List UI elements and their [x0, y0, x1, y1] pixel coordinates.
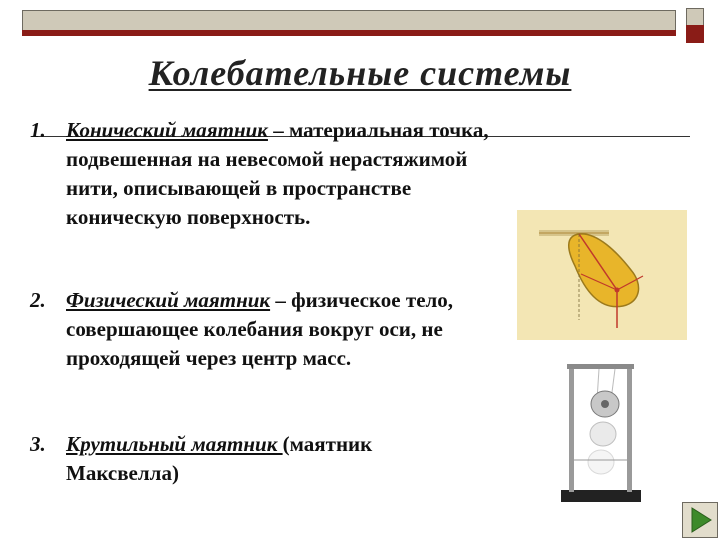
corner-decoration-square-dark: [686, 25, 704, 43]
list-item-text: [66, 286, 520, 373]
list-item-term: Физический маятник: [66, 288, 271, 312]
list-item-definition: – физическое тело, совершающее колебания вокруг оси, не проходящей через центр масс.: [66, 288, 454, 370]
list-item-definition: (маятник Максвелла): [66, 432, 373, 485]
next-slide-arrow-icon: [683, 503, 717, 537]
physical-pendulum-diagram: [517, 210, 687, 340]
list-item-text: [66, 116, 500, 232]
next-slide-button[interactable]: [682, 502, 718, 538]
top-decoration-band: [22, 10, 676, 30]
list-item-text: [66, 430, 450, 488]
list-item-number: 3.: [30, 432, 46, 456]
list-item-definition: – материальная точка, подвешенная на невесомой нерастяжимой нити, описывающей в пространстве коническую поверхность.: [66, 118, 489, 229]
list-item-term: Крутильный маятник: [66, 432, 283, 456]
top-decoration-line: [22, 30, 676, 36]
list-item-number: 1.: [30, 118, 46, 142]
maxwell-pendulum-image: [553, 360, 648, 510]
slide-title: Колебательные системы: [148, 53, 572, 93]
list-item-term: Конический маятник: [66, 118, 268, 142]
corner-decoration-square: [686, 8, 704, 26]
list-item-number: 2.: [30, 288, 46, 312]
